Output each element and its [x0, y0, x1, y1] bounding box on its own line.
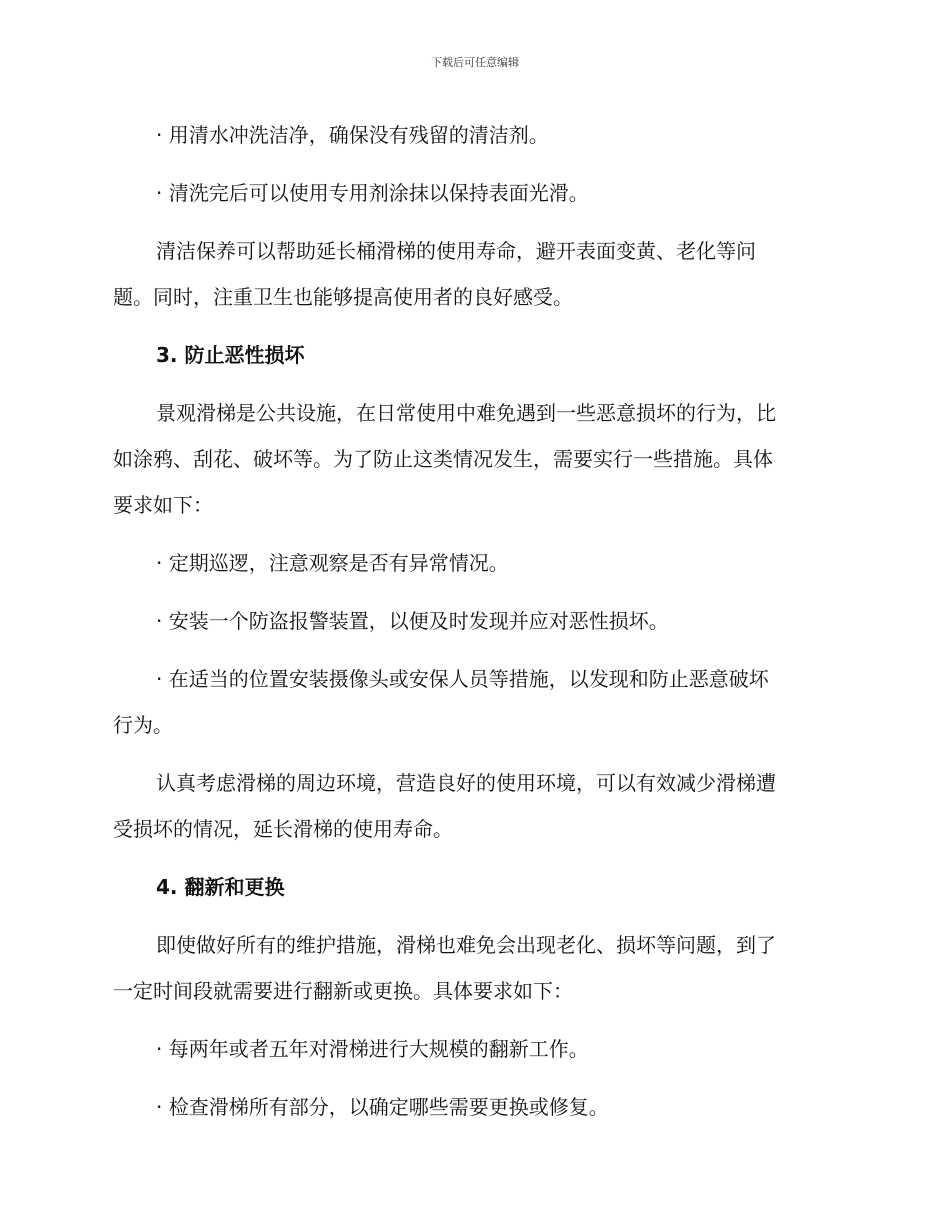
bullet-camera-line-2: 行为。 — [113, 713, 173, 737]
section-heading-4: 4. 翻新和更换 — [156, 875, 285, 899]
paragraph-cleaning-line-2: 题。同时，注重卫生也能够提高使用者的良好感受。 — [113, 285, 573, 309]
bullet-patrol: · 定期巡逻，注意观察是否有异常情况。 — [156, 551, 509, 575]
section-heading-3: 3. 防止恶性损坏 — [156, 343, 305, 367]
bullet-inspect: · 检查滑梯所有部分，以确定哪些需要更换或修复。 — [156, 1095, 609, 1119]
paragraph-renovation-line-1: 即使做好所有的维护措施，滑梯也难免会出现老化、损坏等问题，到了 — [156, 933, 776, 957]
bullet-rinse: · 用清水冲洗洁净，确保没有残留的清洁剂。 — [156, 123, 549, 147]
paragraph-environment-line-1: 认真考虑滑梯的周边环境，营造良好的使用环境，可以有效减少滑梯遭 — [156, 771, 776, 795]
bullet-renovate: · 每两年或者五年对滑梯进行大规模的翻新工作。 — [156, 1037, 589, 1061]
paragraph-environment-line-2: 受损坏的情况，延长滑梯的使用寿命。 — [113, 817, 453, 841]
page-header-note: 下载后可任意编辑 — [431, 56, 519, 69]
paragraph-cleaning-line-1: 清洁保养可以帮助延长桶滑梯的使用寿命，避开表面变黄、老化等问 — [156, 239, 756, 263]
bullet-camera-line-1: · 在适当的位置安装摄像头或安保人员等措施，以发现和防止恶意破坏 — [156, 667, 769, 691]
bullet-polish: · 清洗完后可以使用专用剂涂抹以保持表面光滑。 — [156, 181, 589, 205]
paragraph-vandalism-line-1: 景观滑梯是公共设施，在日常使用中难免遇到一些恶意损坏的行为，比 — [156, 401, 776, 425]
document-body — [113, 112, 833, 1130]
bullet-alarm: · 安装一个防盗报警装置，以便及时发现并应对恶性损坏。 — [156, 609, 669, 633]
paragraph-vandalism-line-2: 如涂鸦、刮花、破坏等。为了防止这类情况发生，需要实行一些措施。具体 — [113, 447, 773, 471]
paragraph-renovation-line-2: 一定时间段就需要进行翻新或更换。具体要求如下： — [113, 979, 573, 1003]
paragraph-vandalism-line-3: 要求如下： — [113, 493, 213, 517]
